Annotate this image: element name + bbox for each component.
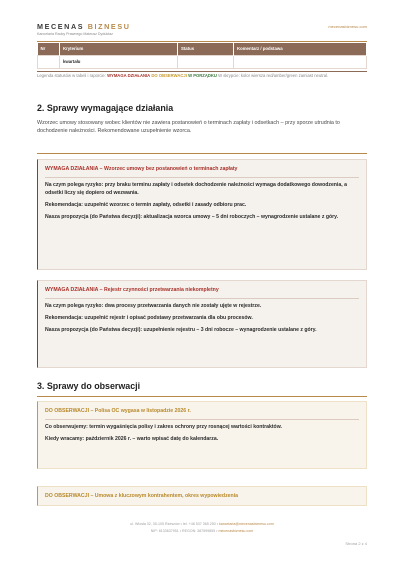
- brand-name-b: BIZNESU: [87, 22, 131, 31]
- card-recommendation: Rekomendacja: uzupełnić rejestr i opisać podstawy przetwarzania dla obu procesów.: [45, 315, 253, 322]
- card-title-text: – Umowa z kluczowym kontrahentem, okres wypowiedzenia: [89, 493, 239, 499]
- table-bottom-border: [37, 71, 367, 72]
- card-revisit: Kiedy wracamy: październik 2026 r. – warto wpisać datę do kalendarza.: [45, 436, 219, 443]
- section-2-divider: [37, 153, 367, 154]
- section-2-intro: Wzorzec umowy stosowany wobec klientów nie zawiera postanowień o terminach zapłaty i odsetkach – przy sporze utrudnia to dochodzenie należności. Rekomendowane uzupełnienie wzorca.: [37, 120, 340, 135]
- card-status-label: WYMAGA DZIAŁANIA: [45, 287, 99, 293]
- page-footer: [37, 521, 367, 535]
- card-proposal: Nasza propozycja (do Państwa decyzji): aktualizacja wzorca umowy – 5 dni roboczych – wynagrodzenie ustalane z góry.: [45, 214, 339, 221]
- observe-card-1: [37, 401, 367, 469]
- card-status-label: DO OBSERWACJI: [45, 408, 90, 414]
- footer-registry-line: [37, 528, 367, 535]
- criteria-table: [37, 43, 367, 69]
- table-row: [38, 55, 367, 68]
- page-header: [37, 22, 367, 40]
- col-header-status: Status: [178, 43, 234, 55]
- footer-registry: NIP: 8133637951 • REGON: 387599855 •: [150, 528, 219, 533]
- col-header-comment: Komentarz / podstawa: [234, 43, 367, 55]
- footer-email-link[interactable]: kancelaria@mecenasbiznesu.com: [218, 522, 274, 526]
- section-3-divider: [37, 396, 367, 397]
- legend-prefix: Legenda statusów w tabeli i raporcie:: [37, 73, 106, 78]
- card-risk: Na czym polega ryzyko: dwa procesy przetwarzania danych nie zostały ujęte w rejestrze.: [45, 303, 262, 310]
- cell-comment: [234, 55, 367, 68]
- card-observation: Co obserwujemy: termin wygaśnięcia polisy i zakres ochrony przy rosnącej wartości kontraktów.: [45, 424, 282, 431]
- legend-red: WYMAGA DZIAŁANIA: [107, 73, 151, 78]
- card-title: [45, 165, 359, 178]
- page-number: Strona 2 z 4: [345, 541, 367, 546]
- section-3-heading: 3. Sprawy do obserwacji: [37, 381, 141, 391]
- card-status-label: WYMAGA DZIAŁANIA: [45, 166, 99, 172]
- card-title: [45, 286, 359, 299]
- card-title-text: – Polisa OC wygasa w listopadzie 2026 r.: [89, 408, 191, 414]
- col-header-criterion: Kryterium: [60, 43, 178, 55]
- card-title-text: – Rejestr czynności przetwarzania niekompletny: [98, 287, 219, 293]
- brand-tagline: Kancelaria Radcy Prawnego Mateusz Dyduktaz: [37, 32, 113, 36]
- brand-name-a: MECENAS: [37, 22, 85, 31]
- section-2-heading: 2. Sprawy wymagające działania: [37, 103, 174, 113]
- cell-status: [178, 55, 234, 68]
- card-title: [45, 407, 359, 420]
- header-divider: [37, 41, 367, 42]
- col-header-nr: Nr: [38, 43, 60, 55]
- brand-logo: [37, 22, 367, 31]
- cell-criterion: kwartału: [60, 55, 178, 68]
- card-status-label: DO OBSERWACJI: [45, 493, 90, 499]
- action-card-2: [37, 280, 367, 368]
- action-card-1: [37, 159, 367, 270]
- legend-suffix: W skrypcie: kolor wiersza red/amber/green zamiast neutral.: [218, 73, 329, 78]
- footer-contact-line: [37, 521, 367, 528]
- legend-green: W PORZĄDKU: [188, 73, 217, 78]
- status-legend: [37, 73, 367, 80]
- table-header-row: [38, 43, 367, 55]
- footer-address: ul. Wiosła 32, 35-105 Rzeszów • tel. +48 537 365 250 •: [130, 522, 219, 526]
- card-title-text: – Wzorzec umowy bez postanowień o terminach zapłaty: [98, 166, 238, 172]
- card-proposal: Nasza propozycja (do Państwa decyzji): uzupełnienie rejestru – 3 dni robocze – wynagrodzenie ustalane z góry.: [45, 327, 317, 334]
- observe-card-2: [37, 486, 367, 506]
- legend-amber: DO OBSERWACJI: [151, 73, 187, 78]
- card-recommendation: Rekomendacja: uzupełnić wzorzec o termin zapłaty, odsetki i zasady odbioru prac.: [45, 202, 247, 209]
- footer-website-link[interactable]: mecenasbiznesu.com: [218, 528, 254, 533]
- cell-nr: [38, 55, 60, 68]
- header-website-link[interactable]: mecenasbiznesu.com: [328, 24, 367, 29]
- card-title: [45, 492, 359, 500]
- card-risk: Na czym polega ryzyko: przy braku terminu zapłaty i odsetek dochodzenie należności wymaga dodatkowego dowodzenia, a odsetki liczy się dopiero od wezwania.: [45, 182, 347, 197]
